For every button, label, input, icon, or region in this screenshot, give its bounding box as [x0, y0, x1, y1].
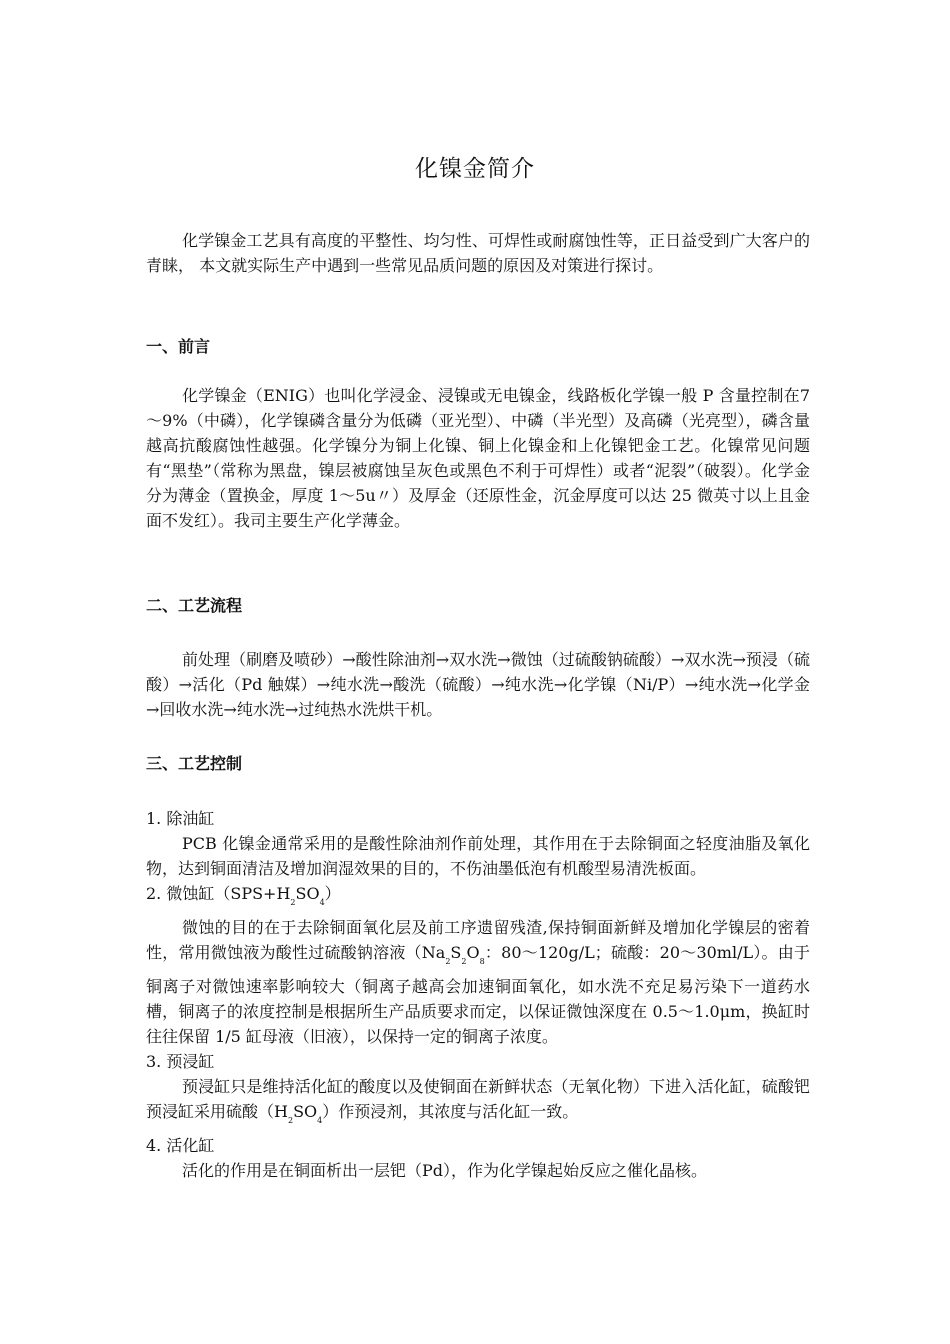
item-3-title: 3. 预浸缸	[146, 1052, 215, 1071]
section-3-heading: 三、工艺控制	[146, 754, 243, 773]
intro-paragraph	[146, 228, 810, 278]
section-1-text: 化学镍金（ENIG）也叫化学浸金、浸镍或无电镍金，线路板化学镍一般 P 含量控制在7～9%（中磷），化学镍磷含量分为低磷（亚光型）、中磷（半光型）及高磷（光亮型），磷含量越高抗酸腐蚀性越强。化学镍分为铜上化镍、铜上化镍金和上化镍钯金工艺。化镍常见问题有“黑垫”（常称为黑盘，镍层被腐蚀呈灰色或黑色不利于可焊性）或者“泥裂”（破裂）。化学金分为薄金（置换金，厚度 1～5u〃）及厚金（还原性金，沉金厚度可以达 25 微英寸以上且金面不发红）。我司主要生产化学薄金。	[146, 386, 810, 530]
item-4-text: 活化的作用是在铜面析出一层钯（Pd），作为化学镍起始反应之催化晶核。	[182, 1161, 708, 1180]
section-1-body	[146, 383, 810, 533]
section-1	[146, 334, 810, 359]
intro-text: 化学镍金工艺具有高度的平整性、均匀性、可焊性或耐腐蚀性等，正日益受到广大客户的青睐， 本文就实际生产中遇到一些常见品质问题的原因及对策进行探讨。	[146, 231, 810, 275]
section-3	[146, 751, 810, 776]
section-2	[146, 593, 810, 618]
item-1-text: PCB 化镍金通常采用的是酸性除油剂作前处理，其作用在于去除铜面之轻度油脂及氧化物，达到铜面清洁及增加润湿效果的目的，不伤油墨低泡有机酸型易清洗板面。	[146, 834, 810, 878]
item-4-title: 4. 活化缸	[146, 1136, 215, 1155]
item-2-title: 2. 微蚀缸$(SPS+H_2SO_4)$	[146, 884, 341, 907]
section-3-items	[146, 806, 810, 1183]
section-1-heading: 一、前言	[146, 337, 211, 356]
section-2-body	[146, 647, 810, 722]
item-1-title: 1. 除油缸	[146, 809, 215, 828]
page-title: 化镍金简介	[415, 156, 535, 182]
section-2-heading: 二、工艺流程	[146, 596, 243, 615]
item-2-text: 微蚀的目的在于去除铜面氧化层及前工序遗留残渣,保持铜面新鲜及增加化学镍层的密着性，常用微蚀液为酸性过硫酸钠溶液（$Na_2S_2O_8$：80～120g/L；硫酸：20～30ml/L）。由于铜离子对微蚀速率影响较大（铜离子越高会加速铜面氧化，如水洗不充足易污染下一道药水槽，铜离子的浓度控制是根据所生产品质要求而定，以保证微蚀深度在 0.5～1.0μm，换缸时往往保留 1/5 缸母液（旧液），以保持一定的铜离子浓度。	[146, 918, 810, 1046]
item-3-text: 预浸缸只是维持活化缸的酸度以及使铜面在新鲜状态（无氧化物）下进入活化缸，硫酸钯预浸缸采用硫酸$(H_2SO_4)$作预浸剂，其浓度与活化缸一致。	[146, 1077, 810, 1125]
section-2-text: 前处理（刷磨及喷砂）→酸性除油剂→双水洗→微蚀（过硫酸钠硫酸）→双水洗→预浸（硫酸）→活化（Pd 触媒）→纯水洗→酸洗（硫酸）→纯水洗→化学镍（Ni/P）→纯水洗→化学金→回收水洗→纯水洗→过纯热水洗烘干机。	[146, 650, 810, 719]
